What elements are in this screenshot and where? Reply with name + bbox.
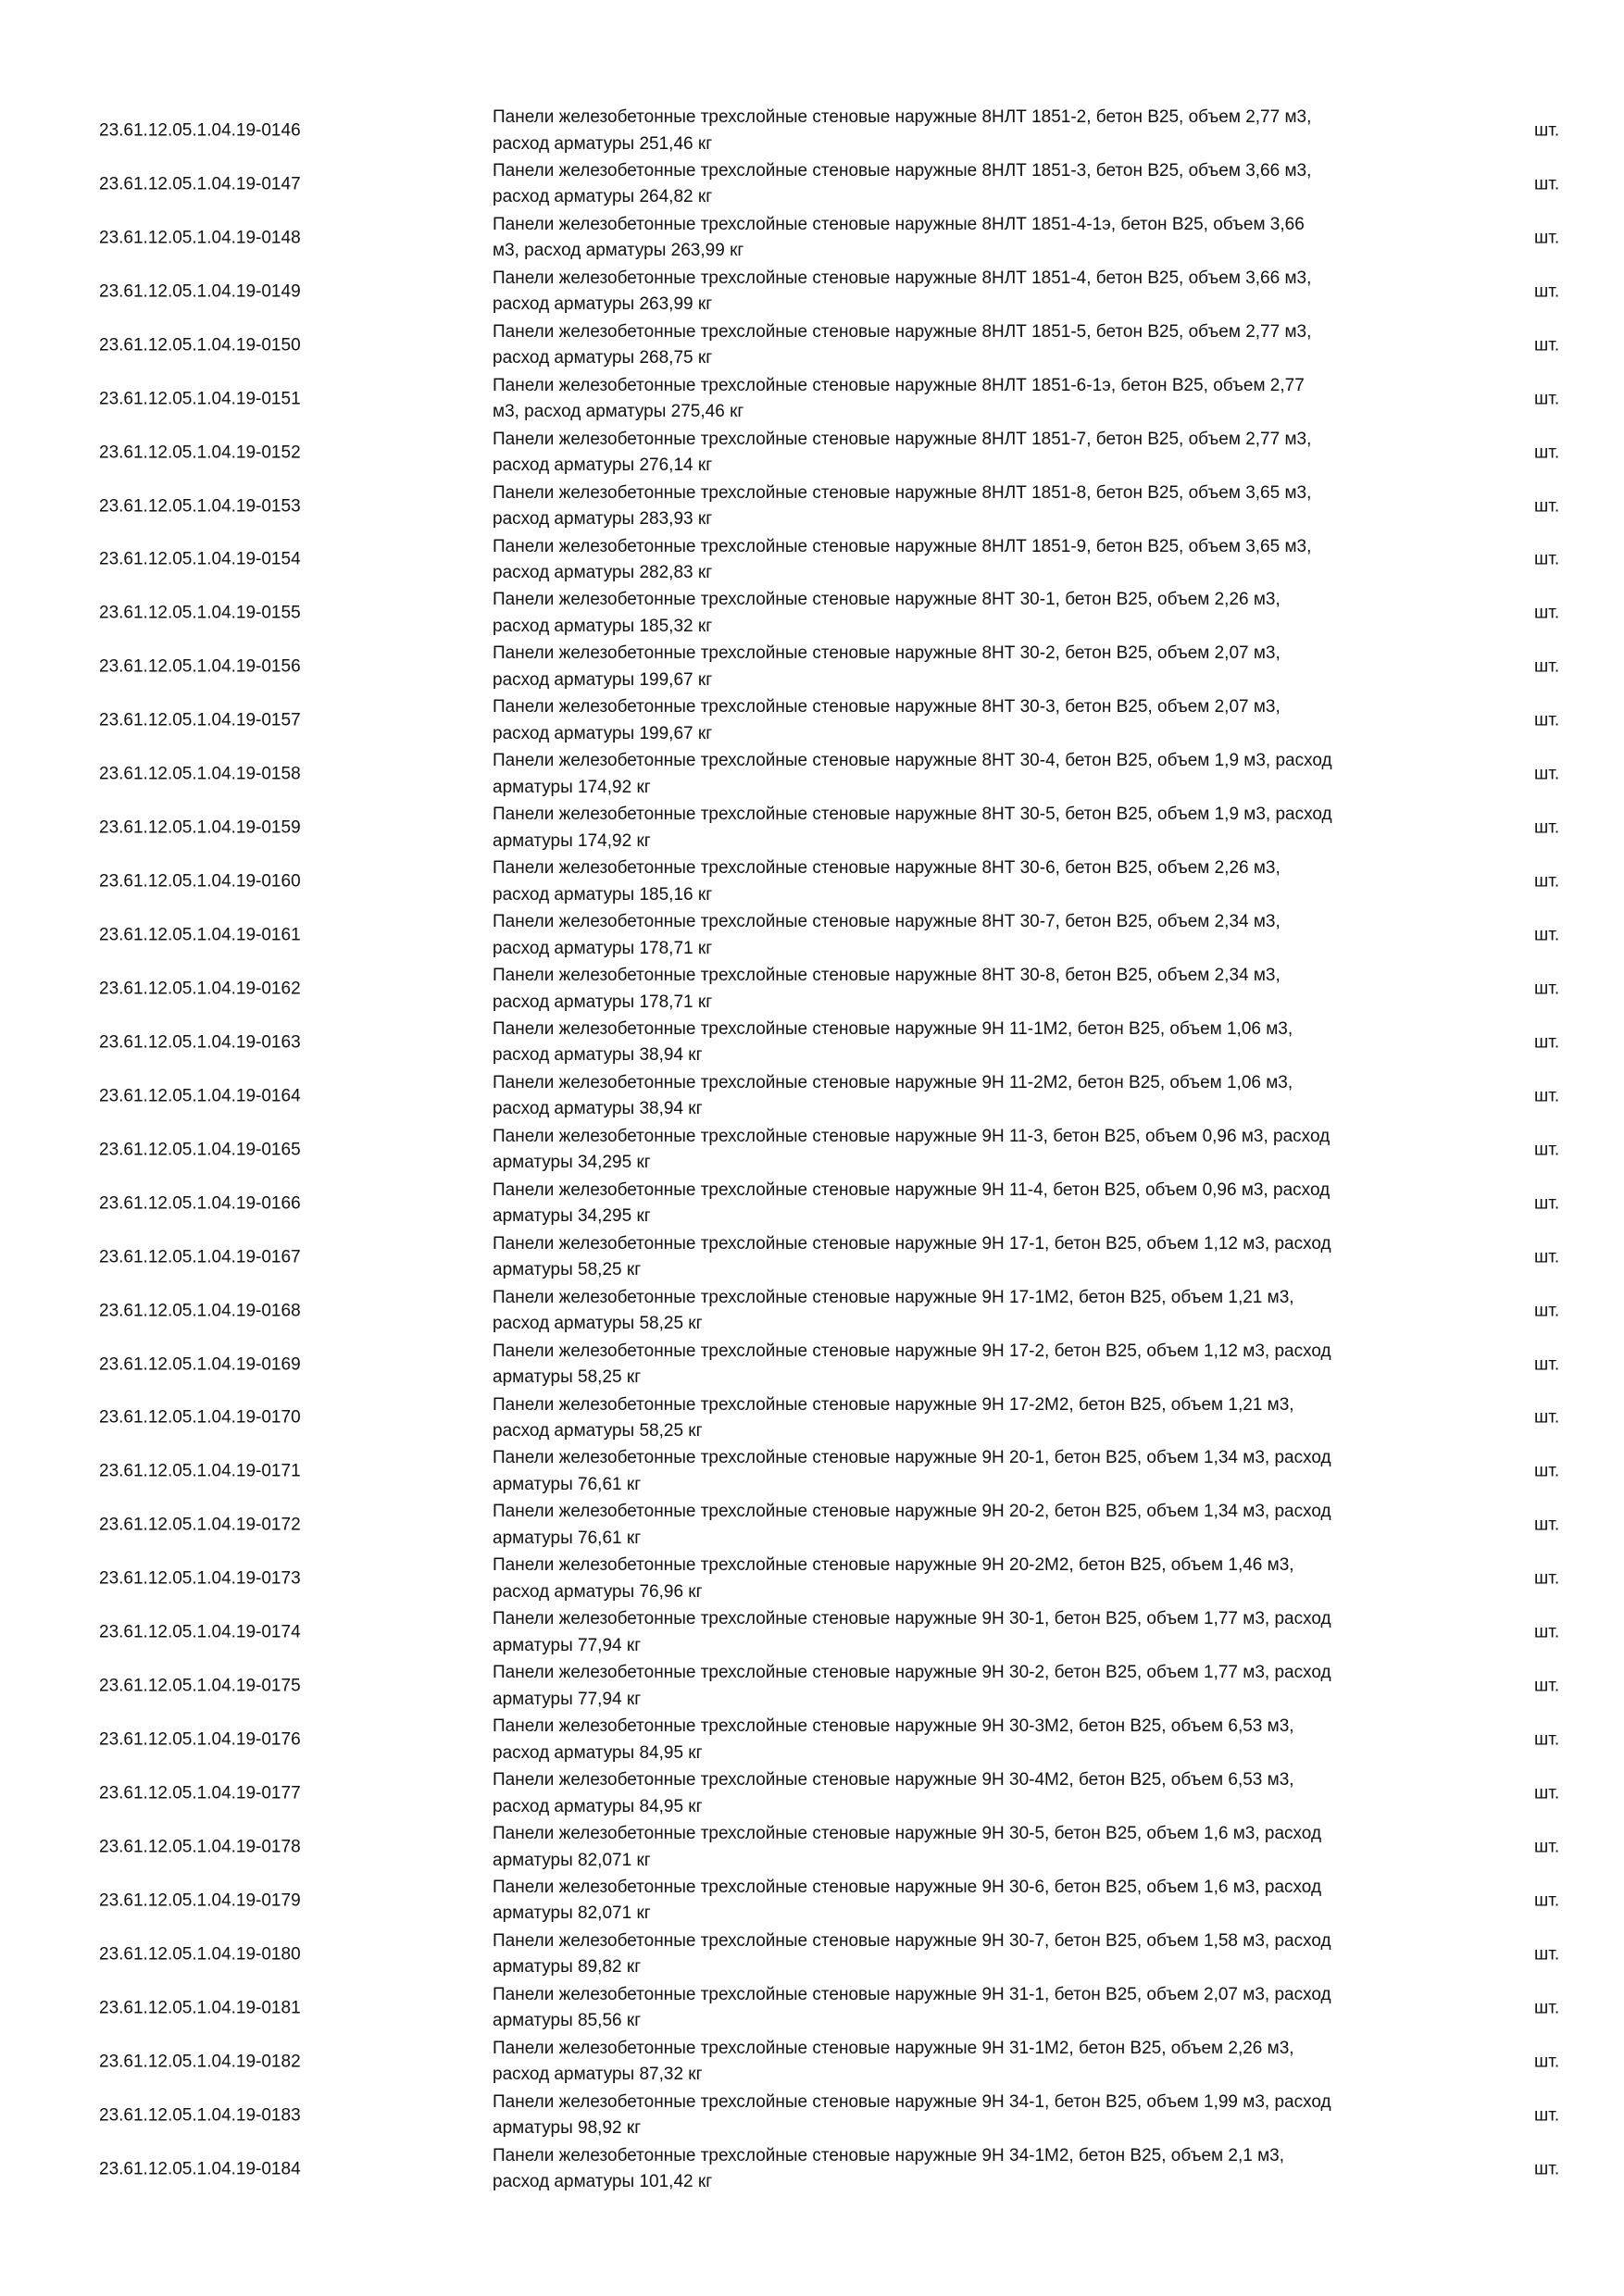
resource-code: 23.61.12.05.1.04.19-0184 xyxy=(99,2159,301,2179)
unit-of-measure: шт. xyxy=(1534,2105,1560,2126)
resource-description: Панели железобетонные трехслойные стеновые наружные 8НЛТ 1851-9, бетон В25, объем 3,65 м3, расход арматуры 282,83 кг xyxy=(493,536,1312,582)
resource-description: Панели железобетонные трехслойные стеновые наружные 9Н 30-4М2, бетон В25, объем 6,53 м3, расход арматуры 84,95 кг xyxy=(493,1770,1294,1816)
table-row xyxy=(0,211,1624,265)
unit-of-measure: шт. xyxy=(1534,1193,1560,1214)
table-row xyxy=(0,104,1624,157)
resource-description: Панели железобетонные трехслойные стеновые наружные 8НЛТ 1851-4, бетон В25, объем 3,66 м3, расход арматуры 263,99 кг xyxy=(493,268,1312,315)
table-row xyxy=(0,1713,1624,1766)
unit-of-measure: шт. xyxy=(1534,228,1560,248)
unit-of-measure: шт. xyxy=(1534,1140,1560,1160)
resource-description: Панели железобетонные трехслойные стеновые наружные 8НТ 30-1, бетон В25, объем 2,26 м3, расход арматуры 185,32 кг xyxy=(493,590,1280,636)
resource-code: 23.61.12.05.1.04.19-0165 xyxy=(99,1140,301,1160)
resource-description: Панели железобетонные трехслойные стеновые наружные 9Н 20-2, бетон В25, объем 1,34 м3, расход арматуры 76,61 кг xyxy=(493,1502,1331,1548)
table-row xyxy=(0,1230,1624,1284)
resource-code: 23.61.12.05.1.04.19-0179 xyxy=(99,1890,301,1911)
resource-description: Панели железобетонные трехслойные стеновые наружные 8НТ 30-8, бетон В25, объем 2,34 м3, расход арматуры 178,71 кг xyxy=(493,966,1280,1012)
unit-of-measure: шт. xyxy=(1534,656,1560,677)
resource-description: Панели железобетонные трехслойные стеновые наружные 9Н 30-6, бетон В25, объем 1,6 м3, расход арматуры 82,071 кг xyxy=(493,1877,1322,1924)
resource-code: 23.61.12.05.1.04.19-0173 xyxy=(99,1568,301,1589)
resource-description: Панели железобетонные трехслойные стеновые наружные 9Н 30-2, бетон В25, объем 1,77 м3, расход арматуры 77,94 кг xyxy=(493,1663,1331,1709)
resource-description: Панели железобетонные трехслойные стеновые наружные 9Н 30-1, бетон В25, объем 1,77 м3, расход арматуры 77,94 кг xyxy=(493,1609,1331,1655)
table-row xyxy=(0,2089,1624,2142)
table-row xyxy=(0,1338,1624,1391)
table-row xyxy=(0,1391,1624,1445)
unit-of-measure: шт. xyxy=(1534,443,1560,463)
resource-code: 23.61.12.05.1.04.19-0155 xyxy=(99,603,301,623)
resource-description: Панели железобетонные трехслойные стеновые наружные 9Н 17-1М2, бетон В25, объем 1,21 м3, расход арматуры 58,25 кг xyxy=(493,1287,1294,1334)
unit-of-measure: шт. xyxy=(1534,2159,1560,2179)
table-row xyxy=(0,908,1624,962)
unit-of-measure: шт. xyxy=(1534,1086,1560,1106)
table-row xyxy=(0,1177,1624,1230)
resource-code: 23.61.12.05.1.04.19-0169 xyxy=(99,1354,301,1375)
unit-of-measure: шт. xyxy=(1534,979,1560,999)
unit-of-measure: шт. xyxy=(1534,2052,1560,2072)
resource-code: 23.61.12.05.1.04.19-0148 xyxy=(99,228,301,248)
table-row xyxy=(0,533,1624,587)
unit-of-measure: шт. xyxy=(1534,925,1560,945)
resource-code: 23.61.12.05.1.04.19-0168 xyxy=(99,1301,301,1321)
resource-description: Панели железобетонные трехслойные стеновые наружные 9Н 11-4, бетон В25, объем 0,96 м3, расход арматуры 34,295 кг xyxy=(493,1179,1330,1227)
resource-description: Панели железобетонные трехслойные стеновые наружные 9Н 11-2М2, бетон В25, объем 1,06 м3, расход арматуры 38,94 кг xyxy=(493,1072,1293,1119)
resource-description: Панели железобетонные трехслойные стеновые наружные 8НТ 30-2, бетон В25, объем 2,07 м3, расход арматуры 199,67 кг xyxy=(493,643,1280,690)
unit-of-measure: шт. xyxy=(1534,1461,1560,1481)
unit-of-measure: шт. xyxy=(1534,1354,1560,1375)
resource-code: 23.61.12.05.1.04.19-0180 xyxy=(99,1944,301,1965)
table-row xyxy=(0,1123,1624,1177)
resource-code: 23.61.12.05.1.04.19-0172 xyxy=(99,1515,301,1535)
resource-description: Панели железобетонные трехслойные стеновые наружные 8НЛТ 1851-7, бетон В25, объем 2,77 м3, расход арматуры 276,14 кг xyxy=(493,429,1312,476)
resource-code: 23.61.12.05.1.04.19-0166 xyxy=(99,1193,301,1214)
unit-of-measure: шт. xyxy=(1534,1301,1560,1321)
unit-of-measure: шт. xyxy=(1534,817,1560,838)
resource-code: 23.61.12.05.1.04.19-0175 xyxy=(99,1676,301,1696)
table-row xyxy=(0,157,1624,211)
resource-description: Панели железобетонные трехслойные стеновые наружные 8НЛТ 1851-2, бетон В25, объем 2,77 м3, расход арматуры 251,46 кг xyxy=(493,107,1312,154)
resource-code: 23.61.12.05.1.04.19-0183 xyxy=(99,2105,301,2126)
unit-of-measure: шт. xyxy=(1534,549,1560,569)
table-row xyxy=(0,1820,1624,1874)
table-row xyxy=(0,265,1624,318)
table-row xyxy=(0,1552,1624,1605)
resource-description: Панели железобетонные трехслойные стеновые наружные 9Н 30-3М2, бетон В25, объем 6,53 м3, расход арматуры 84,95 кг xyxy=(493,1716,1294,1763)
table-row xyxy=(0,1016,1624,1069)
resource-description: Панели железобетонные трехслойные стеновые наружные 9Н 11-1М2, бетон В25, объем 1,06 м3, расход арматуры 38,94 кг xyxy=(493,1018,1293,1066)
resource-description: Панели железобетонные трехслойные стеновые наружные 8НЛТ 1851-6-1э, бетон В25, объем 2,77 м3, расход арматуры 275,46 кг xyxy=(493,375,1305,422)
resource-code: 23.61.12.05.1.04.19-0181 xyxy=(99,1998,301,2018)
unit-of-measure: шт. xyxy=(1534,1622,1560,1642)
unit-of-measure: шт. xyxy=(1534,603,1560,623)
resource-code: 23.61.12.05.1.04.19-0163 xyxy=(99,1032,301,1053)
table-row xyxy=(0,372,1624,426)
unit-of-measure: шт. xyxy=(1534,120,1560,141)
table-row xyxy=(0,1928,1624,1981)
unit-of-measure: шт. xyxy=(1534,1515,1560,1535)
resource-code: 23.61.12.05.1.04.19-0147 xyxy=(99,174,301,194)
unit-of-measure: шт. xyxy=(1534,1944,1560,1965)
table-row xyxy=(0,962,1624,1016)
table-row xyxy=(0,2142,1624,2196)
resource-code: 23.61.12.05.1.04.19-0153 xyxy=(99,496,301,517)
resource-code: 23.61.12.05.1.04.19-0150 xyxy=(99,335,301,356)
resource-code: 23.61.12.05.1.04.19-0160 xyxy=(99,871,301,892)
unit-of-measure: шт. xyxy=(1534,1568,1560,1589)
unit-of-measure: шт. xyxy=(1534,1676,1560,1696)
resource-description: Панели железобетонные трехслойные стеновые наружные 9Н 34-1, бетон В25, объем 1,99 м3, расход арматуры 98,92 кг xyxy=(493,2091,1331,2139)
unit-of-measure: шт. xyxy=(1534,335,1560,356)
resource-code: 23.61.12.05.1.04.19-0157 xyxy=(99,710,301,730)
resource-code: 23.61.12.05.1.04.19-0159 xyxy=(99,817,301,838)
resource-code: 23.61.12.05.1.04.19-0164 xyxy=(99,1086,301,1106)
unit-of-measure: шт. xyxy=(1534,174,1560,194)
table-row xyxy=(0,1498,1624,1552)
table-row xyxy=(0,1069,1624,1123)
table-row xyxy=(0,1981,1624,2035)
resource-description: Панели железобетонные трехслойные стеновые наружные 8НТ 30-4, бетон В25, объем 1,9 м3, расход арматуры 174,92 кг xyxy=(493,751,1332,797)
resource-description: Панели железобетонные трехслойные стеновые наружные 9Н 20-2М2, бетон В25, объем 1,46 м3, расход арматуры 76,96 кг xyxy=(493,1555,1294,1602)
table-row xyxy=(0,747,1624,801)
unit-of-measure: шт. xyxy=(1534,1032,1560,1053)
table-row xyxy=(0,2035,1624,2089)
resource-code: 23.61.12.05.1.04.19-0177 xyxy=(99,1783,301,1803)
unit-of-measure: шт. xyxy=(1534,1890,1560,1911)
resource-description: Панели железобетонные трехслойные стеновые наружные 8НЛТ 1851-3, бетон В25, объем 3,66 м3, расход арматуры 264,82 кг xyxy=(493,160,1312,207)
unit-of-measure: шт. xyxy=(1534,496,1560,517)
resource-description: Панели железобетонные трехслойные стеновые наружные 9Н 30-7, бетон В25, объем 1,58 м3, расход арматуры 89,82 кг xyxy=(493,1930,1331,1978)
table-row xyxy=(0,1284,1624,1338)
resource-code: 23.61.12.05.1.04.19-0167 xyxy=(99,1247,301,1267)
table-row xyxy=(0,1766,1624,1820)
resource-description: Панели железобетонные трехслойные стеновые наружные 9Н 31-1, бетон В25, объем 2,07 м3, расход арматуры 85,56 кг xyxy=(493,1984,1331,2031)
unit-of-measure: шт. xyxy=(1534,871,1560,892)
resource-code: 23.61.12.05.1.04.19-0182 xyxy=(99,2052,301,2072)
resource-description: Панели железобетонные трехслойные стеновые наружные 8НЛТ 1851-5, бетон В25, объем 2,77 м3, расход арматуры 268,75 кг xyxy=(493,321,1312,368)
resource-code: 23.61.12.05.1.04.19-0152 xyxy=(99,443,301,463)
table-row xyxy=(0,586,1624,640)
resource-description: Панели железобетонные трехслойные стеновые наружные 8НТ 30-5, бетон В25, объем 1,9 м3, расход арматуры 174,92 кг xyxy=(493,805,1332,851)
resource-description: Панели железобетонные трехслойные стеновые наружные 9Н 31-1М2, бетон В25, объем 2,26 м3, расход арматуры 87,32 кг xyxy=(493,2038,1294,2085)
resource-description: Панели железобетонные трехслойные стеновые наружные 9Н 17-1, бетон В25, объем 1,12 м3, расход арматуры 58,25 кг xyxy=(493,1233,1331,1280)
resource-code: 23.61.12.05.1.04.19-0171 xyxy=(99,1461,301,1481)
resource-code: 23.61.12.05.1.04.19-0161 xyxy=(99,925,301,945)
table-row xyxy=(0,693,1624,747)
resource-code: 23.61.12.05.1.04.19-0174 xyxy=(99,1622,301,1642)
unit-of-measure: шт. xyxy=(1534,1998,1560,2018)
resource-description: Панели железобетонные трехслойные стеновые наружные 8НЛТ 1851-8, бетон В25, объем 3,65 м3, расход арматуры 283,93 кг xyxy=(493,482,1312,530)
resource-description: Панели железобетонные трехслойные стеновые наружные 9Н 11-3, бетон В25, объем 0,96 м3, расход арматуры 34,295 кг xyxy=(493,1126,1330,1173)
resource-description: Панели железобетонные трехслойные стеновые наружные 9Н 20-1, бетон В25, объем 1,34 м3, расход арматуры 76,61 кг xyxy=(493,1448,1331,1494)
resource-description: Панели железобетонные трехслойные стеновые наружные 8НЛТ 1851-4-1э, бетон В25, объем 3,66 м3, расход арматуры 263,99 кг xyxy=(493,214,1305,261)
resource-code: 23.61.12.05.1.04.19-0154 xyxy=(99,549,301,569)
resource-description: Панели железобетонные трехслойные стеновые наружные 9Н 17-2М2, бетон В25, объем 1,21 м3, расход арматуры 58,25 кг xyxy=(493,1394,1294,1441)
unit-of-measure: шт. xyxy=(1534,1783,1560,1803)
table-row xyxy=(0,426,1624,480)
resource-code: 23.61.12.05.1.04.19-0170 xyxy=(99,1407,301,1428)
resource-code: 23.61.12.05.1.04.19-0149 xyxy=(99,281,301,302)
table-row xyxy=(0,1874,1624,1928)
unit-of-measure: шт. xyxy=(1534,710,1560,730)
unit-of-measure: шт. xyxy=(1534,1407,1560,1428)
resource-description: Панели железобетонные трехслойные стеновые наружные 8НТ 30-7, бетон В25, объем 2,34 м3, расход арматуры 178,71 кг xyxy=(493,912,1280,958)
table-row xyxy=(0,1444,1624,1498)
resource-code: 23.61.12.05.1.04.19-0176 xyxy=(99,1729,301,1750)
unit-of-measure: шт. xyxy=(1534,281,1560,302)
table-row xyxy=(0,1605,1624,1659)
table-row xyxy=(0,640,1624,693)
resource-description: Панели железобетонные трехслойные стеновые наружные 8НТ 30-3, бетон В25, объем 2,07 м3, расход арматуры 199,67 кг xyxy=(493,697,1280,743)
unit-of-measure: шт. xyxy=(1534,764,1560,784)
price-list-table xyxy=(0,104,1624,2196)
resource-code: 23.61.12.05.1.04.19-0162 xyxy=(99,979,301,999)
resource-code: 23.61.12.05.1.04.19-0178 xyxy=(99,1837,301,1857)
table-row xyxy=(0,855,1624,908)
unit-of-measure: шт. xyxy=(1534,1247,1560,1267)
resource-code: 23.61.12.05.1.04.19-0158 xyxy=(99,764,301,784)
table-row xyxy=(0,480,1624,533)
unit-of-measure: шт. xyxy=(1534,1729,1560,1750)
resource-code: 23.61.12.05.1.04.19-0156 xyxy=(99,656,301,677)
resource-description: Панели железобетонные трехслойные стеновые наружные 9Н 17-2, бетон В25, объем 1,12 м3, расход арматуры 58,25 кг xyxy=(493,1341,1331,1388)
unit-of-measure: шт. xyxy=(1534,1837,1560,1857)
table-row xyxy=(0,1659,1624,1713)
resource-code: 23.61.12.05.1.04.19-0146 xyxy=(99,120,301,141)
resource-description: Панели железобетонные трехслойные стеновые наружные 8НТ 30-6, бетон В25, объем 2,26 м3, расход арматуры 185,16 кг xyxy=(493,858,1280,905)
unit-of-measure: шт. xyxy=(1534,389,1560,409)
table-row xyxy=(0,318,1624,372)
table-row xyxy=(0,801,1624,855)
resource-description: Панели железобетонные трехслойные стеновые наружные 9Н 30-5, бетон В25, объем 1,6 м3, расход арматуры 82,071 кг xyxy=(493,1824,1322,1870)
resource-code: 23.61.12.05.1.04.19-0151 xyxy=(99,389,301,409)
resource-description: Панели железобетонные трехслойные стеновые наружные 9Н 34-1М2, бетон В25, объем 2,1 м3, расход арматуры 101,42 кг xyxy=(493,2145,1284,2192)
